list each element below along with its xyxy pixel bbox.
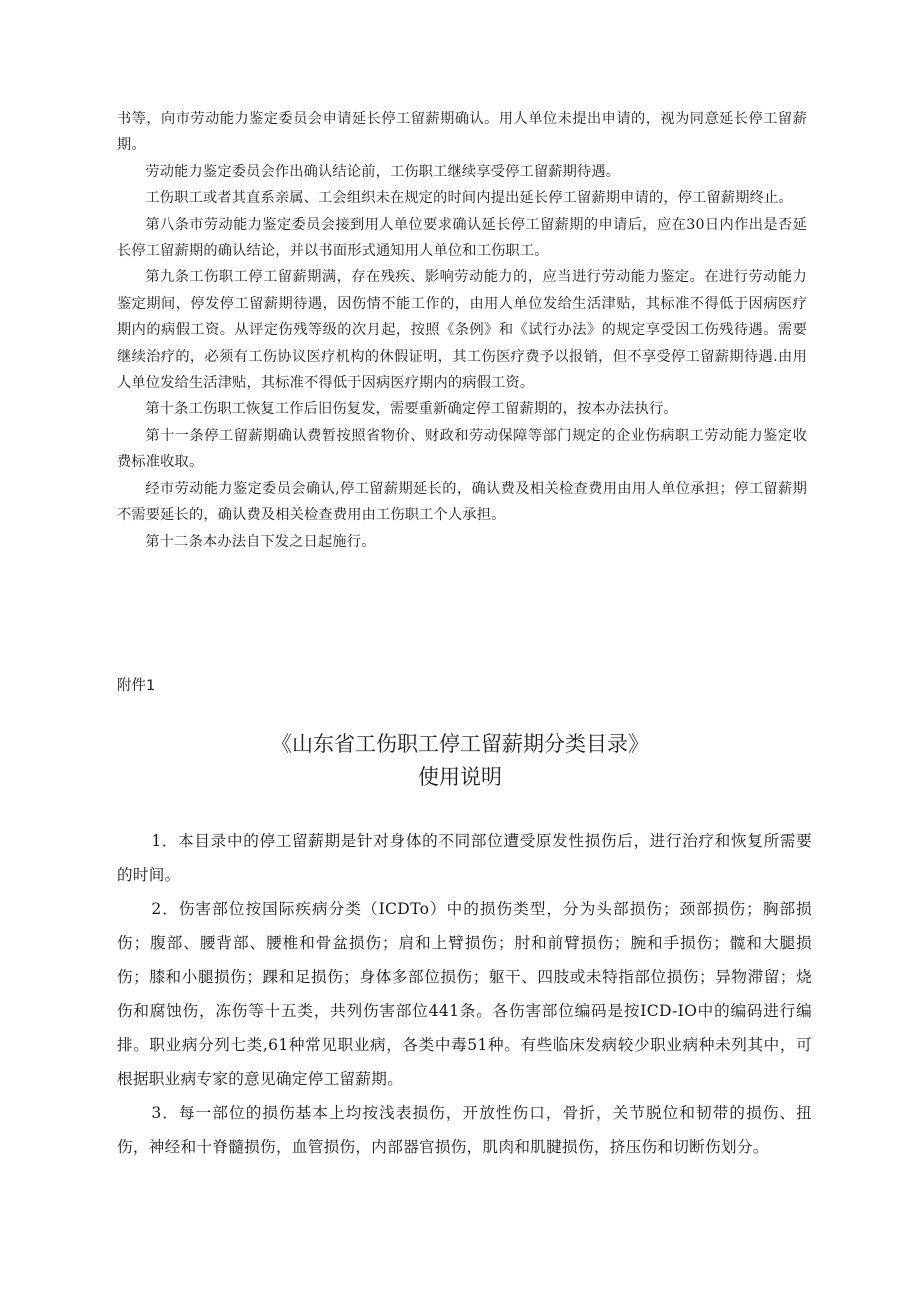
regulation-text — [117, 106, 807, 555]
article-9: 第九条工伤职工停工留薪期满，存在残疾、影响劳动能力的，应当进行劳动能力鉴定。在进行劳动能力鉴定期间，停发停工留薪期待遇，因伤情不能工作的，由用人单位发给生活津贴，其标准不得低于因病医疗期内的病假工资。从评定伤残等级的次月起，按照《条例》和《试行办法》的规定享受因工伤残待遇。需要继续治疗的，必须有工伤协议医疗机构的休假证明，其工伤医疗费予以报销，但不享受停工留薪期待遇.由用人单位发给生活津贴，其标准不得低于因病医疗期内的病假工资。 — [117, 269, 807, 392]
article-11: 第十一条停工留薪期确认费暂按照省物价、财政和劳动保障等部门规定的企业伤病职工劳动能力鉴定收费标准收取。 — [117, 427, 807, 471]
paragraph: 劳动能力鉴定委员会作出确认结论前，工伤职工继续享受停工留薪期待遇。 — [145, 163, 621, 180]
note-item-2: 2．伤害部位按国际疾病分类（ICDTo）中的损伤类型，分为头部损伤；颈部损伤；胸部损伤；腹部、腰背部、腰椎和骨盆损伤；肩和上臂损伤；肘和前臂损伤；腕和手损伤；髋和大腿损伤；膝和小腿损伤；踝和足损伤；身体多部位损伤；躯干、四肢或未特指部位损伤；异物滞留；烧伤和腐蚀伤，冻伤等十五类，共列伤害部位441条。各伤害部位编码是按ICD-IO中的编码进行编排。职业病分列七类,61种常见职业病，各类中毒51种。有些临床发病较少职业病种未列其中，可根据职业病专家的意见确定停工留薪期。 — [117, 900, 812, 1088]
note-item-3: 3．每一部位的损伤基本上均按浅表损伤，开放性伤口，骨折，关节脱位和韧带的损伤、扭伤，神经和十脊髓损伤，血管损伤，内部器官损伤，肌肉和肌腱损伤，挤压伤和切断伤划分。 — [117, 1104, 812, 1156]
document-title — [0, 728, 920, 794]
note-item-1: 1．本目录中的停工留薪期是针对身体的不同部位遭受原发性损伤后，进行治疗和恢复所需要的时间。 — [117, 832, 812, 884]
usage-notes — [117, 824, 812, 1164]
title-line-1: 《山东省工伤职工停工留薪期分类目录》 — [271, 732, 649, 756]
paragraph: 经市劳动能力鉴定委员会确认,停工留薪期延长的，确认费及相关检查费用由用人单位承担；停工留薪期不需要延长的，确认费及相关检查费用由工伤职工个人承担。 — [117, 480, 807, 524]
annex-label: 附件1 — [117, 678, 156, 694]
paragraph-continued: 书等，向市劳动能力鉴定委员会申请延长停工留薪期确认。用人单位未提出申请的，视为同意延长停工留薪期。 — [117, 111, 807, 154]
paragraph: 工伤职工或者其直系亲属、工会组织未在规定的时间内提出延长停工留薪期申请的，停工留薪期终止。 — [145, 190, 793, 207]
article-10: 第十条工伤职工恢复工作后旧伤复发，需要重新确定停工留薪期的，按本办法执行。 — [145, 401, 678, 418]
title-line-2: 使用说明 — [418, 765, 502, 789]
article-12: 第十二条本办法自下发之日起施行。 — [145, 533, 376, 550]
article-8: 第八条市劳动能力鉴定委员会接到用人单位要求确认延长停工留薪期的申请后，应在30日内作出是否延长停工留薪期的确认结论，并以书面形式通知用人单位和工伤职工。 — [117, 216, 807, 260]
